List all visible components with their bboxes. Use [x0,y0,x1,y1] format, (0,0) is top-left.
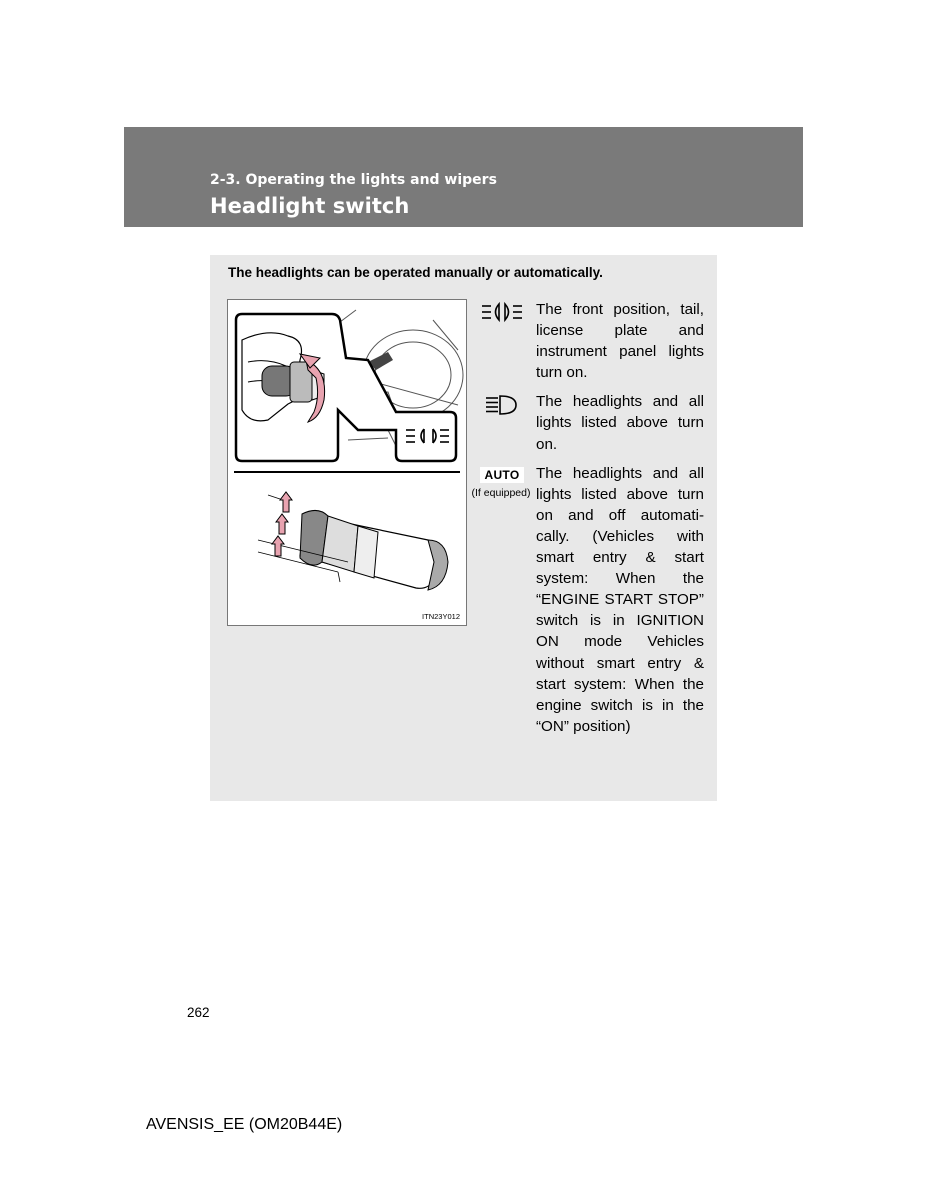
illustration-code: ITN23Y012 [422,612,460,621]
intro-text: The headlights can be operated manually or automatically. [228,265,603,280]
if-equipped-note: (If equipped) [471,486,531,499]
auto-badge: AUTO [480,467,525,483]
chapter-header-band [124,127,803,227]
mode-auto [472,463,704,737]
mode-headlights [472,391,704,454]
content-box [210,255,717,801]
headlight-switch-illustration [227,299,467,626]
up-arrows-icon [272,492,292,556]
headlights-icon [482,393,522,417]
mode-text: The headlights and all lights listed above turn on. [536,393,704,453]
position-lights-icon [480,301,524,323]
mode-text: The headlights and all lights listed above turn on and off automati- cally. (Vehicles with smart entry & start system: When the “ENGINE START STOP” switch is in IGNITION ON mode Vehicles without smart entry & start system: When the engine switch is in the “ON” position) [536,464,704,735]
page-title: Headlight switch [210,194,410,218]
light-modes-list [472,299,704,745]
section-label: 2-3. Operating the lights and wipers [210,172,497,188]
mode-text: The front position, tail, license plate and instrument panel lights turn on. [536,301,704,382]
footer-model-code: AVENSIS_EE (OM20B44E) [146,1116,343,1133]
mode-position-lights [472,299,704,383]
illustration-drawing [228,300,466,625]
page-number: 262 [187,1005,210,1020]
